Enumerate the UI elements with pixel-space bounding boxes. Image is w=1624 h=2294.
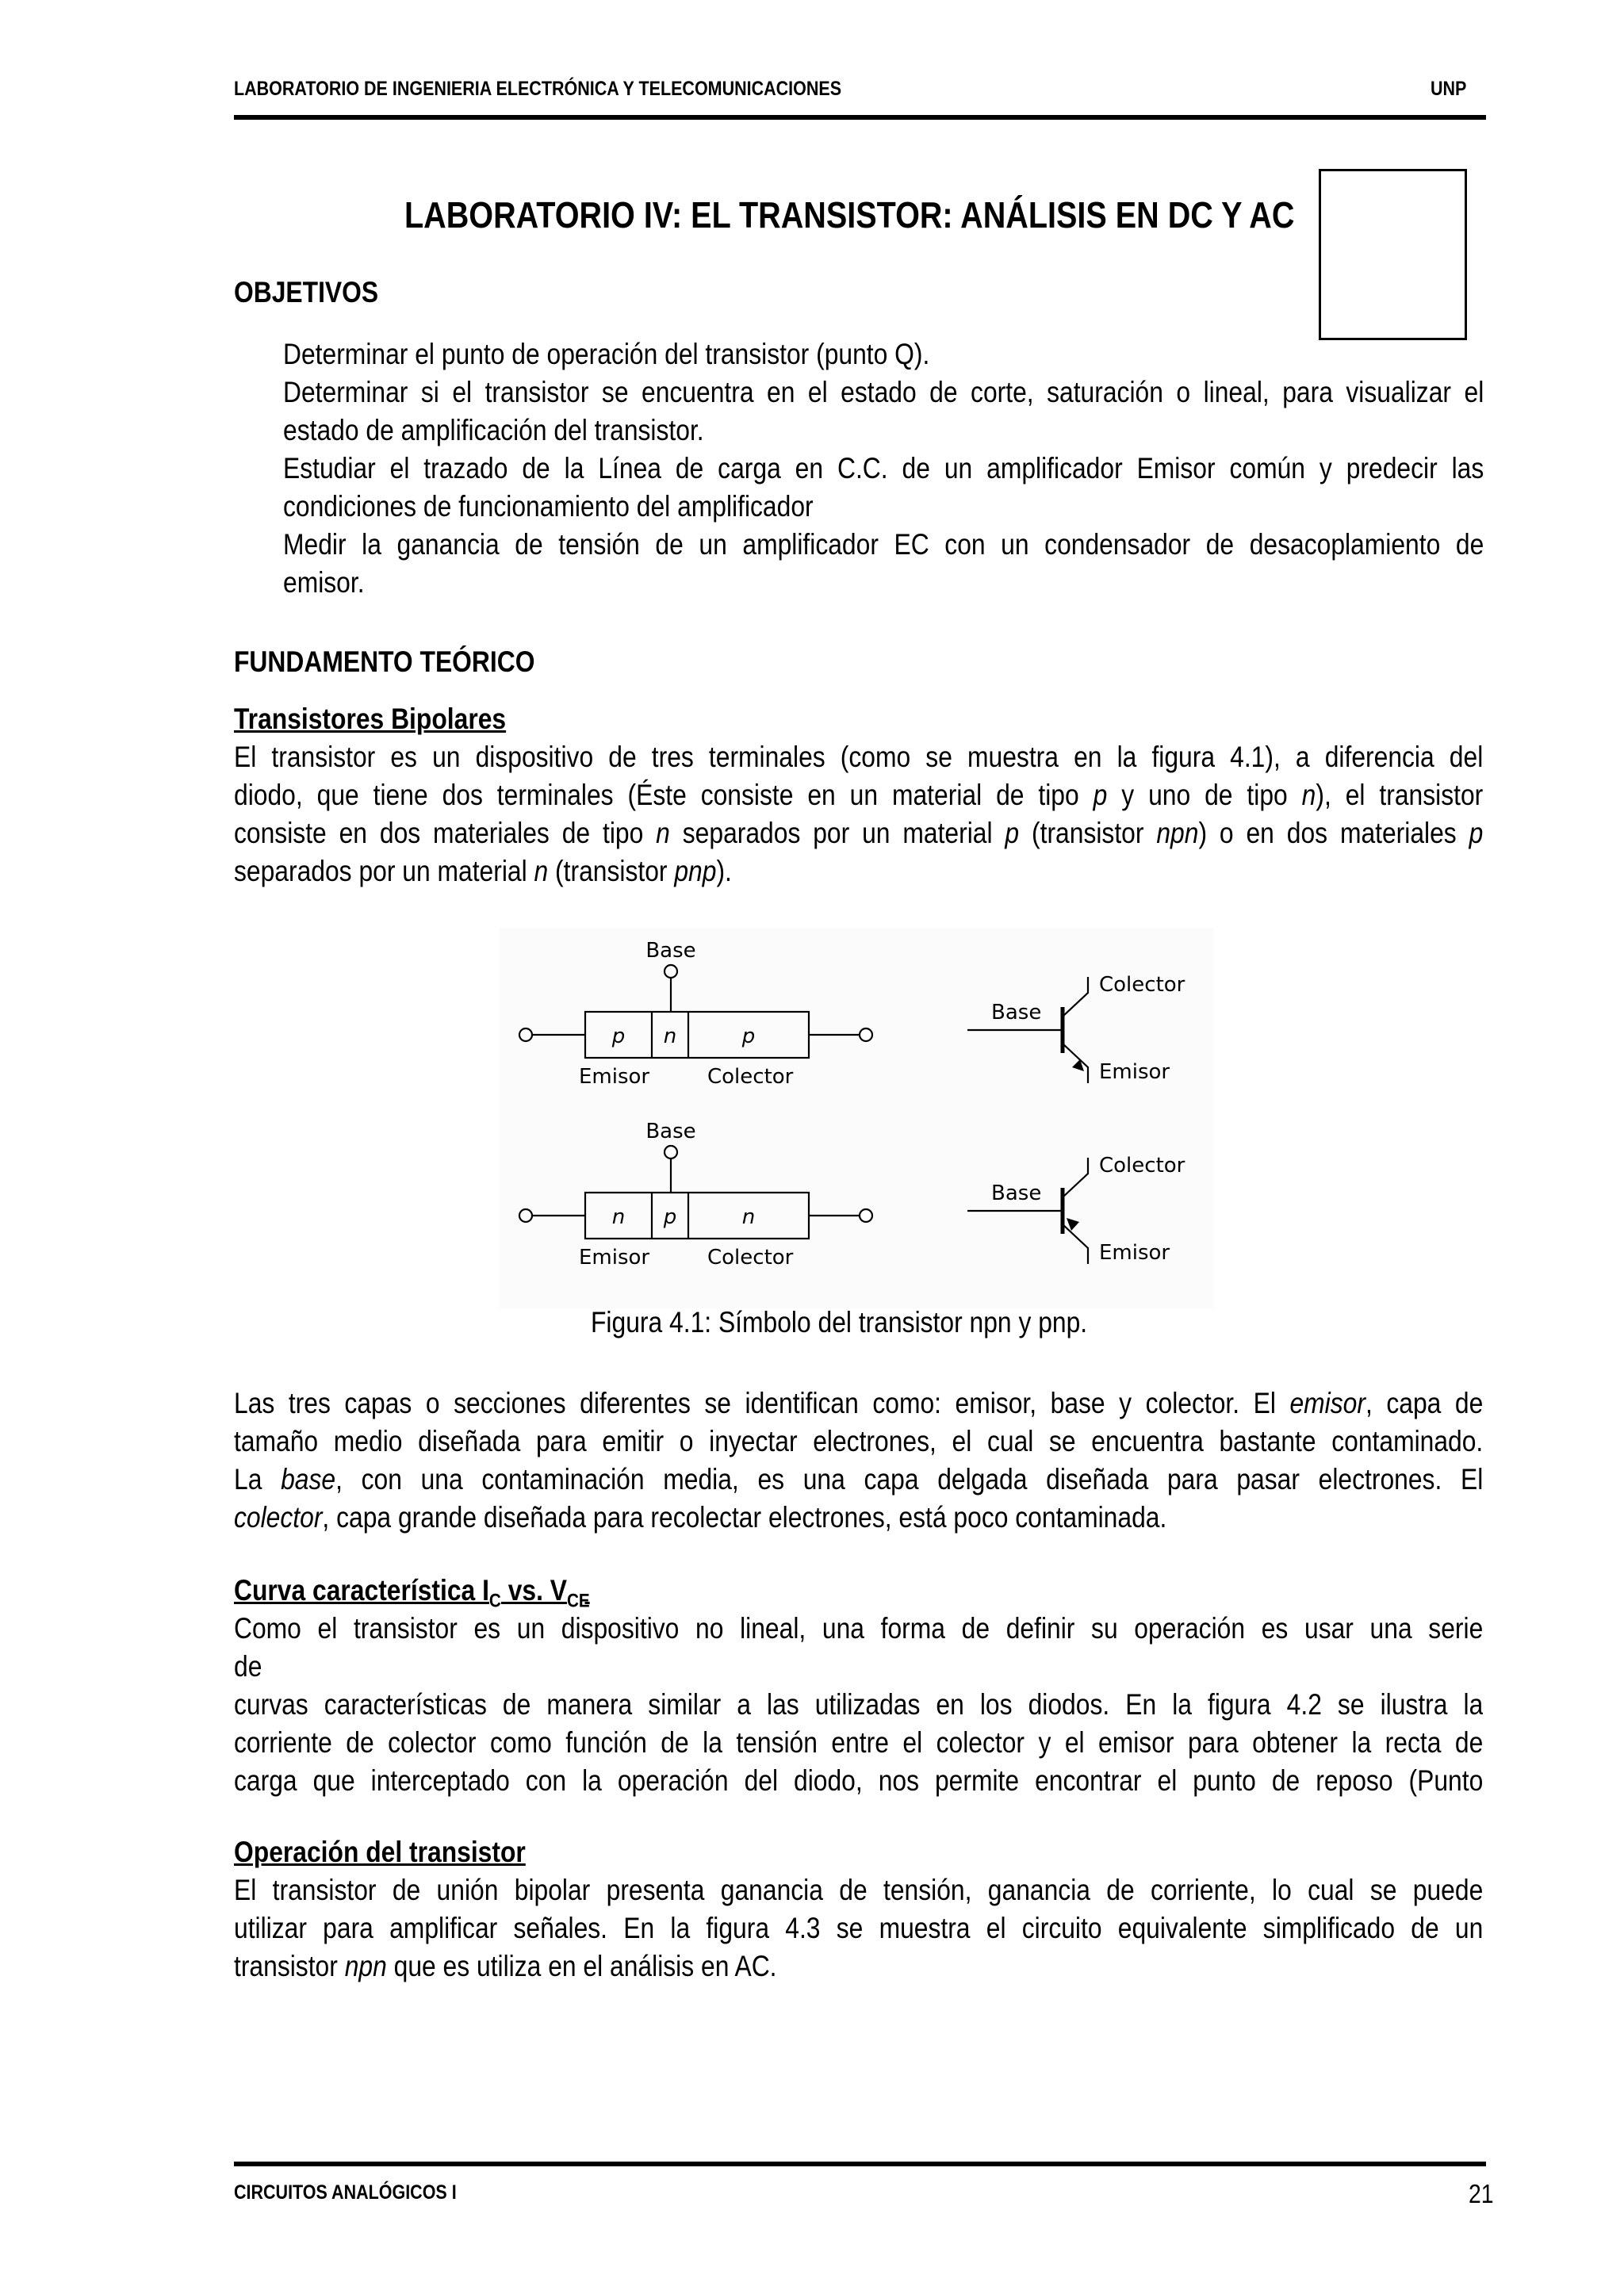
pnp-layer-1: p [611,1024,626,1048]
objetivo-line: condiciones de funcionamiento del amplificador [283,490,814,523]
figure-4-1 [500,928,1213,1308]
symbol-colector-label-2: Colector [1099,1154,1185,1178]
paragraph-line: separados por un material n (transistor pnp). [234,855,732,887]
npn-layer-1: n [611,1205,626,1229]
paragraph-line: consiste en dos materiales de tipo n separados por un material p (transistor npn) o en dos materiales p [234,817,1483,849]
objetivo-line: Determinar si el transistor se encuentra en el estado de corte, saturación o lineal, para visualizar el [283,376,1484,408]
colector-label-top: Colector [707,1065,794,1089]
paragraph-line: La base, con una contaminación media, es una capa delgada diseñada para pasar electrones. El [234,1463,1483,1496]
footer-rule [234,2162,1486,2166]
objetivos-list [283,336,1484,606]
pnp-layer-2: n [663,1024,677,1048]
base-label-bottom: Base [645,1120,696,1143]
objetivo-line: Estudiar el trazado de la Línea de carga en C.C. de un amplificador Emisor común y predecir las [283,452,1484,484]
npn-layer-3: n [741,1205,756,1229]
fundamento-heading: FUNDAMENTO TEÓRICO [234,645,535,678]
header-right [1431,78,1469,101]
objetivo-line: emisor. [283,566,365,599]
paragraph-line: curvas características de manera similar a las utilizadas en los diodos. En la figura 4.2 se ilustra la [234,1688,1483,1721]
paragraph-line: colector, capa grande diseñada para recolectar electrones, está poco contaminada. [234,1501,1167,1534]
capas-paragraph [234,1385,1483,1544]
header-left-text: LABORATORIO DE INGENIERIA ELECTRÓNICA Y TELECOMUNICACIONES [234,78,842,100]
paragraph-line: El transistor es un dispositivo de tres terminales (como se muestra en la figura 4.1), a diferencia del [234,741,1483,773]
symbol-collector-1 [1063,977,1088,1017]
emitter-terminal-top [519,1028,532,1041]
paragraph-line: corriente de colector como función de la tensión entre el colector y el emisor para obtener la recta de [234,1726,1483,1759]
page-title: LABORATORIO IV: EL TRANSISTOR: ANÁLISIS EN DC Y AC [404,194,1295,236]
objetivos-heading: OBJETIVOS [234,276,379,308]
section-title: Transistores Bipolares [234,703,507,735]
paragraph-line: de [234,1650,262,1683]
paragraph-line: carga que interceptado con la operación del diodo, nos permite encontrar el punto de reposo (Punto [234,1764,1483,1797]
paragraph-line: El transistor de unión bipolar presenta ganancia de tensión, ganancia de corriente, lo cual se puede [234,1874,1483,1906]
objetivo-line: estado de amplificación del transistor. [283,414,704,446]
symbol-emisor-label-1: Emisor [1099,1060,1170,1084]
header-right-text: UNP [1431,78,1467,100]
emitter-terminal-bottom [519,1209,532,1222]
section-title: Curva característica $I_C$ vs. $V_{CE}$ [234,1574,590,1612]
collector-terminal-top [860,1028,872,1041]
paragraph-line: diodo, que tiene dos terminales (Éste consiste en un material de tipo p y uno de tipo n), el transistor [234,779,1483,811]
base-label-top: Base [645,939,696,963]
pnp-layer-3: p [741,1024,756,1048]
paragraph-line: tamaño medio diseñada para emitir o inyectar electrones, el cual se encuentra bastante contaminado. [234,1425,1483,1457]
base-terminal-bottom [665,1146,677,1158]
transistor-figure-svg [500,928,1213,1308]
bipolares-section [234,701,1483,891]
collector-terminal-bottom [860,1209,872,1222]
symbol-emisor-label-2: Emisor [1099,1241,1170,1265]
emisor-label-top: Emisor [579,1065,650,1089]
page-number: 21 [1469,2179,1494,2208]
symbol-colector-label-1: Colector [1099,973,1185,997]
paragraph-line: utilizar para amplificar señales. En la figura 4.3 se muestra el circuito equivalente simplificado de un [234,1912,1483,1944]
emisor-label-bottom: Emisor [579,1246,650,1270]
symbol-emitter-2 [1063,1224,1088,1264]
header-rule [234,115,1486,120]
symbol-base-label-1: Base [991,1001,1042,1024]
paragraph-line: Como el transistor es un dispositivo no lineal, una forma de definir su operación es usar una serie [234,1612,1483,1645]
objetivo-line: Medir la ganancia de tensión de un amplificador EC con un condensador de desacoplamiento de [283,528,1484,561]
curva-section [234,1572,1483,1810]
grade-box [1319,169,1467,340]
npn-layer-2: p [663,1205,677,1229]
section-title: Operación del transistor [234,1836,526,1868]
footer-left: CIRCUITOS ANALÓGICOS I [234,2181,457,2204]
objetivo-line: Determinar el punto de operación del transistor (punto Q). [283,338,930,370]
figure-caption: Figura 4.1: Símbolo del transistor npn y pnp. [591,1306,1088,1338]
paragraph-line: transistor npn que es utiliza en el análisis en AC. [234,1950,777,1982]
base-terminal-top [665,965,677,978]
symbol-collector-2 [1063,1158,1088,1197]
symbol-base-label-2: Base [991,1181,1042,1205]
symbol-emitter-1 [1063,1044,1088,1083]
paragraph-line: Las tres capas o secciones diferentes se identifican como: emisor, base y colector. El emisor, capa de [234,1387,1483,1419]
running-header [234,78,940,101]
operacion-section [234,1834,1483,1993]
colector-label-bottom: Colector [707,1246,794,1270]
